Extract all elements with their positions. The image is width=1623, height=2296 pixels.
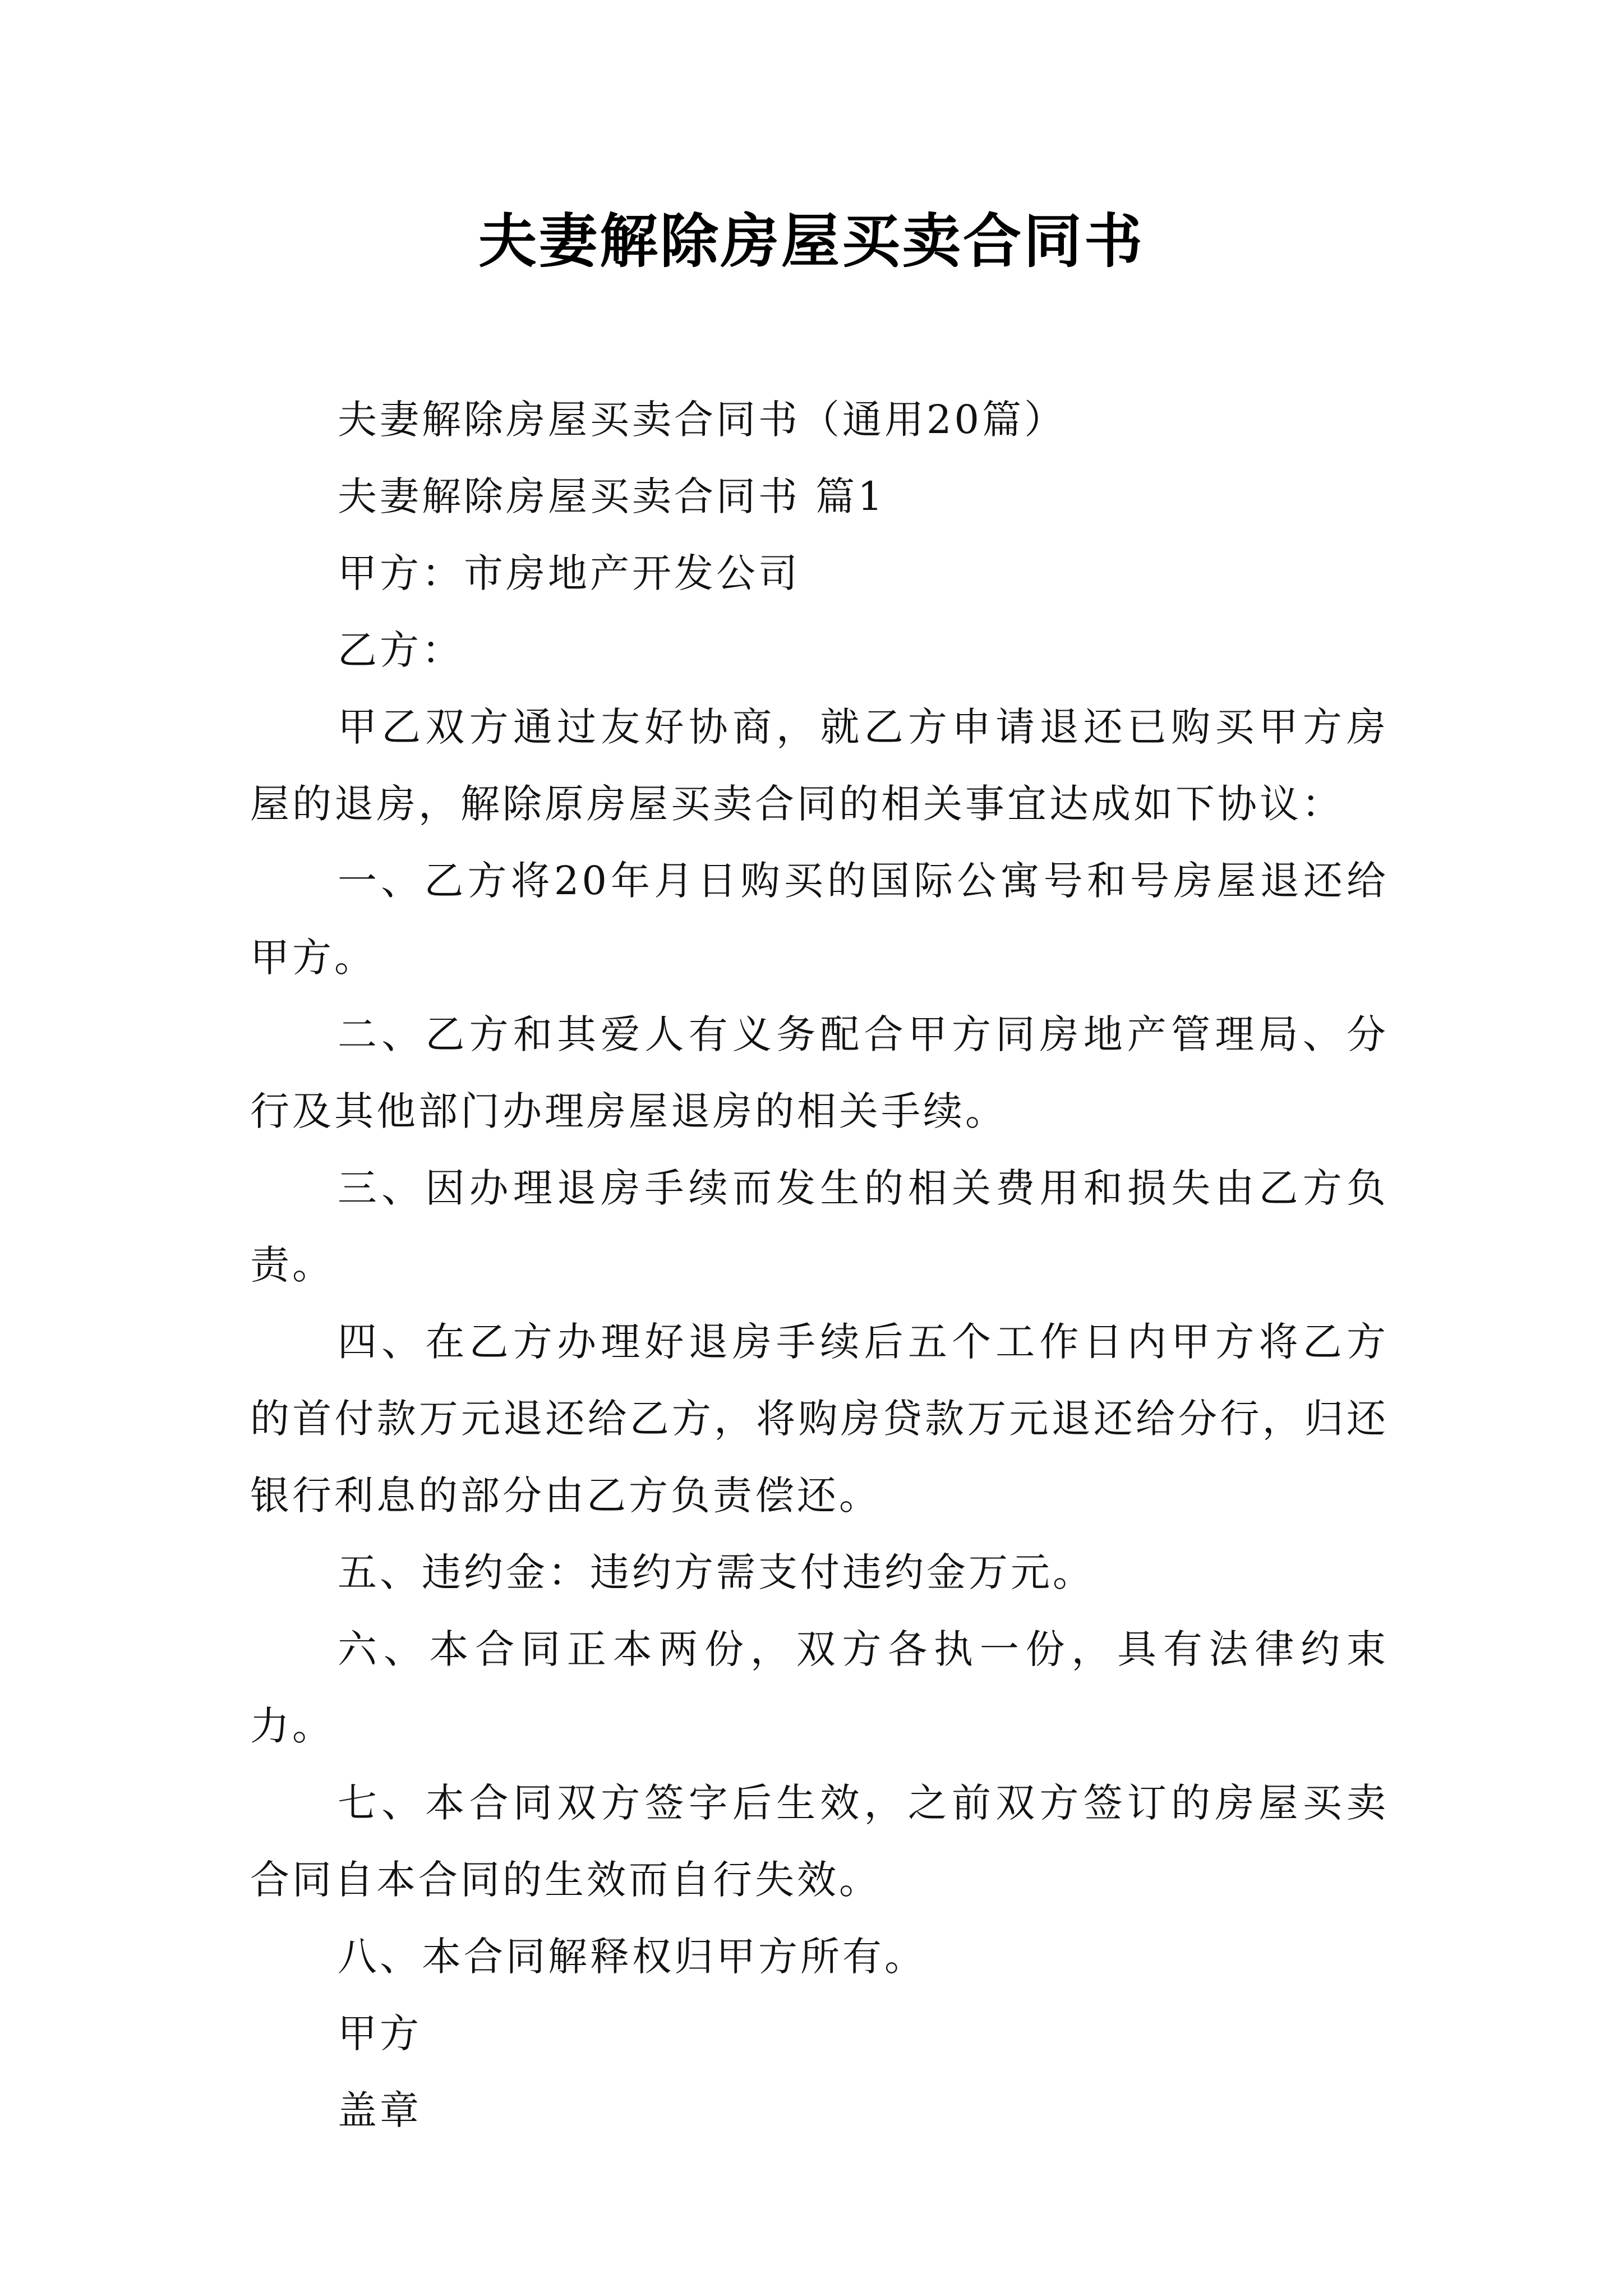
section-heading: 夫妻解除房屋买卖合同书 篇1: [338, 473, 886, 519]
signature-seal: 盖章: [338, 2087, 422, 2133]
clause-5: 五、违约金：违约方需支付违约金万元。: [338, 1549, 1095, 1595]
clause-4: 四、在乙方办理好退房手续后五个工作日内甲方将乙方的首付款万元退还给乙方，将购房贷款万元退还给分行，归还银行利息的部分由乙方负责偿还。: [250, 1319, 1389, 1519]
clause-8: 八、本合同解释权归甲方所有。: [338, 1934, 926, 1980]
party-a-line: 甲方：市房地产开发公司: [338, 550, 800, 596]
party-b-line: 乙方：: [338, 627, 464, 673]
document-title: 夫妻解除房屋买卖合同书: [478, 207, 1145, 275]
clause-2: 二、乙方和其爱人有义务配合甲方同房地产管理局、分行及其他部门办理房屋退房的相关手续。: [250, 1011, 1389, 1134]
clause-1: 一、乙方将20年月日购买的国际公寓号和号房屋退还给甲方。: [250, 858, 1389, 981]
subtitle-collection: 夫妻解除房屋买卖合同书（通用20篇）: [338, 397, 1067, 443]
document-body: [250, 381, 1389, 2149]
clause-7: 七、本合同双方签字后生效，之前双方签订的房屋买卖合同自本合同的生效而自行失效。: [250, 1780, 1389, 1903]
preamble-paragraph: 甲乙双方通过友好协商，就乙方申请退还已购买甲方房屋的退房，解除原房屋买卖合同的相关事宜达成如下协议：: [250, 704, 1389, 827]
clause-6: 六、本合同正本两份，双方各执一份，具有法律约束力。: [250, 1626, 1389, 1749]
signature-party-a: 甲方: [338, 2010, 422, 2056]
clause-3: 三、因办理退房手续而发生的相关费用和损失由乙方负责。: [250, 1165, 1389, 1288]
